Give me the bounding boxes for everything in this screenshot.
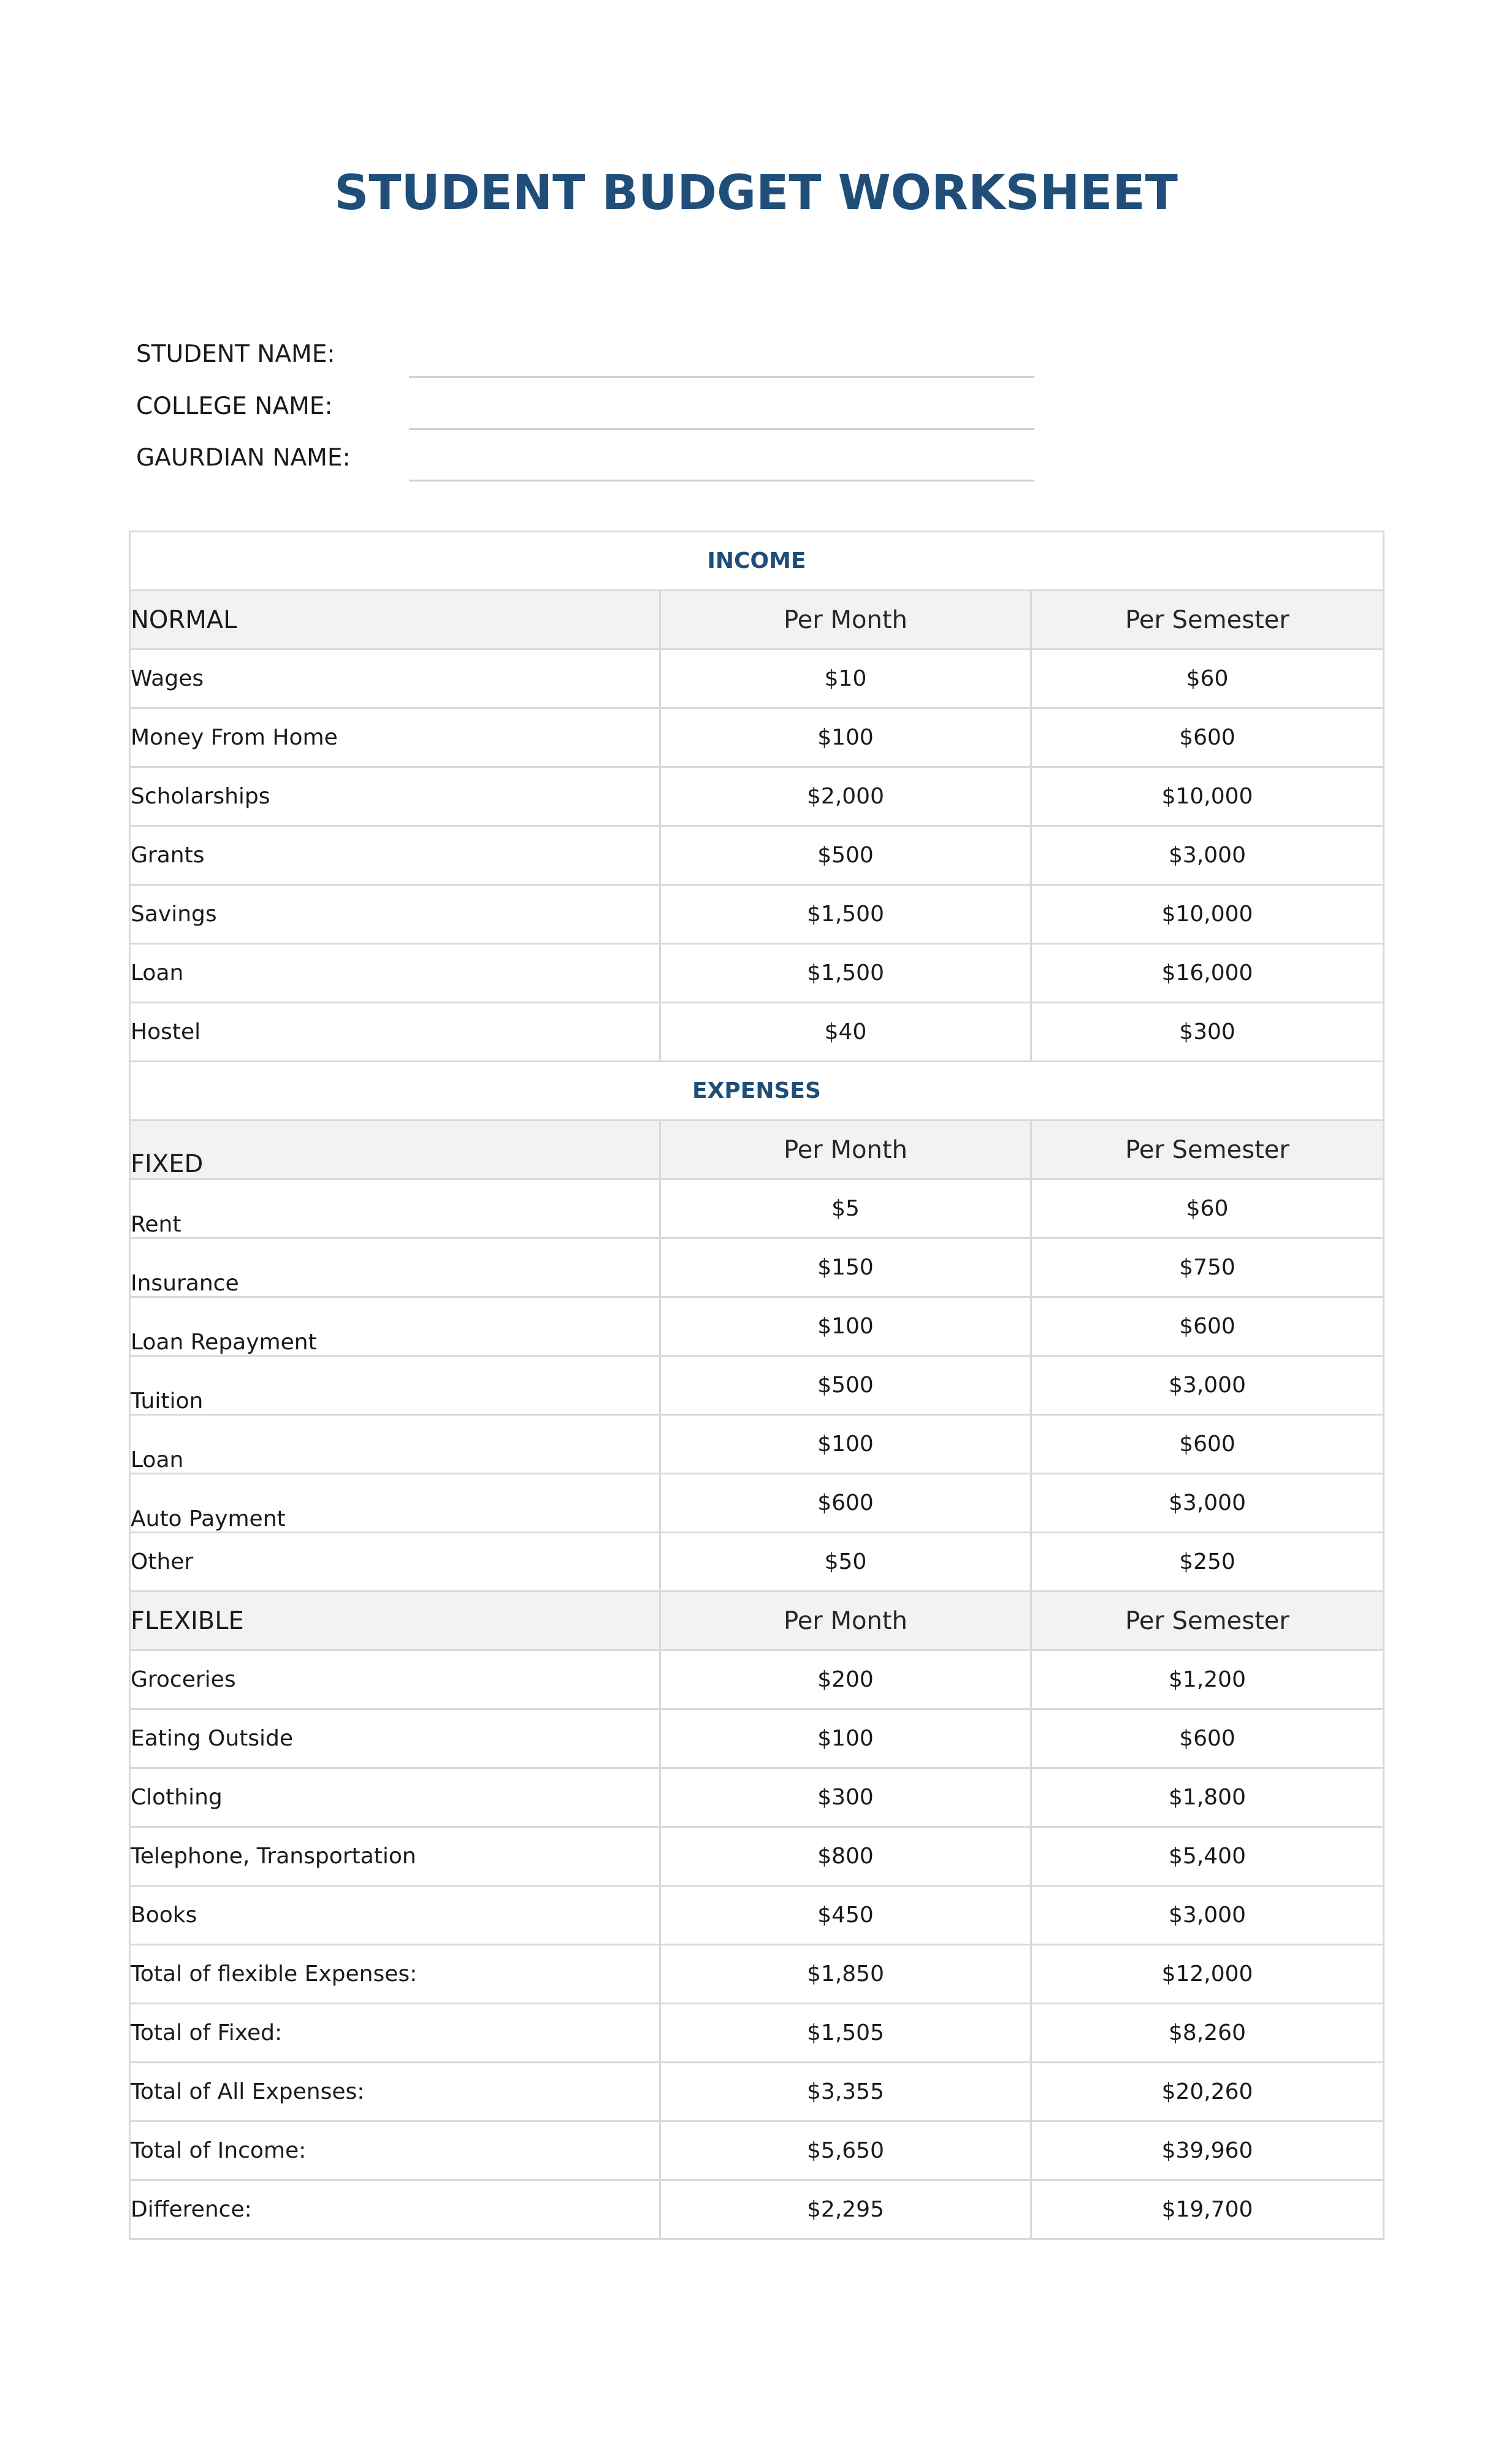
- per-month-cell[interactable]: $2,000: [660, 767, 1031, 826]
- row-label: Grants: [130, 826, 660, 885]
- per-month-cell[interactable]: $800: [660, 1827, 1031, 1886]
- per-month-cell[interactable]: $500: [660, 826, 1031, 885]
- table-row: [130, 1474, 1384, 1533]
- fixed-header-row: [130, 1121, 1384, 1179]
- student-name-label: STUDENT NAME:: [136, 340, 335, 368]
- per-semester-cell[interactable]: $1,200: [1031, 1650, 1384, 1709]
- per-month-cell[interactable]: $5: [660, 1179, 1031, 1238]
- total-per-semester: $12,000: [1031, 1945, 1384, 2004]
- page-title: STUDENT BUDGET WORKSHEET: [334, 166, 1178, 221]
- total-per-semester: $39,960: [1031, 2122, 1384, 2180]
- per-month-cell[interactable]: $10: [660, 650, 1031, 708]
- per-semester-cell[interactable]: $600: [1031, 1709, 1384, 1768]
- table-row: [130, 1003, 1384, 1062]
- income-section-row: [130, 532, 1384, 591]
- table-row: [130, 1297, 1384, 1356]
- per-month-cell[interactable]: $40: [660, 1003, 1031, 1062]
- total-per-month: $1,505: [660, 2004, 1031, 2063]
- per-month-cell[interactable]: $450: [660, 1886, 1031, 1945]
- row-label: Auto Payment: [130, 1474, 660, 1533]
- per-semester-cell[interactable]: $3,000: [1031, 826, 1384, 885]
- row-label: Savings: [130, 885, 660, 944]
- income-header-label: NORMAL: [130, 591, 660, 650]
- table-row: [130, 650, 1384, 708]
- per-semester-cell[interactable]: $3,000: [1031, 1356, 1384, 1415]
- per-month-cell[interactable]: $200: [660, 1650, 1031, 1709]
- per-month-cell[interactable]: $100: [660, 1297, 1031, 1356]
- per-semester-cell[interactable]: $1,800: [1031, 1768, 1384, 1827]
- row-label: Groceries: [130, 1650, 660, 1709]
- per-semester-cell[interactable]: $250: [1031, 1533, 1384, 1592]
- total-row: [130, 2180, 1384, 2239]
- per-month-cell[interactable]: $300: [660, 1768, 1031, 1827]
- guardian-name-label: GAURDIAN NAME:: [136, 444, 351, 472]
- row-label: Eating Outside: [130, 1709, 660, 1768]
- total-per-semester: $19,700: [1031, 2180, 1384, 2239]
- income-header-per-semester: Per Semester: [1031, 591, 1384, 650]
- table-row: [130, 1238, 1384, 1297]
- row-label: Rent: [130, 1179, 660, 1238]
- per-semester-cell[interactable]: $10,000: [1031, 767, 1384, 826]
- total-label: Difference:: [130, 2180, 660, 2239]
- total-label: Total of Fixed:: [130, 2004, 660, 2063]
- table-row: [130, 1533, 1384, 1592]
- per-month-cell[interactable]: $100: [660, 1709, 1031, 1768]
- row-label: Loan: [130, 944, 660, 1003]
- guardian-name-field[interactable]: [409, 480, 1034, 481]
- budget-table-body: [130, 532, 1384, 2239]
- table-row: [130, 1650, 1384, 1709]
- total-per-month: $5,650: [660, 2122, 1031, 2180]
- expenses-section-row: [130, 1062, 1384, 1121]
- table-row: [130, 708, 1384, 767]
- per-semester-cell[interactable]: $600: [1031, 1297, 1384, 1356]
- fixed-header-per-month: Per Month: [660, 1121, 1031, 1179]
- per-semester-cell[interactable]: $3,000: [1031, 1886, 1384, 1945]
- budget-table: [129, 531, 1384, 2240]
- per-month-cell[interactable]: $100: [660, 1415, 1031, 1474]
- table-row: [130, 1415, 1384, 1474]
- per-semester-cell[interactable]: $750: [1031, 1238, 1384, 1297]
- table-row: [130, 944, 1384, 1003]
- per-semester-cell[interactable]: $600: [1031, 1415, 1384, 1474]
- per-month-cell[interactable]: $150: [660, 1238, 1031, 1297]
- total-row: [130, 2122, 1384, 2180]
- table-row: [130, 1709, 1384, 1768]
- per-month-cell[interactable]: $1,500: [660, 885, 1031, 944]
- income-header-row: [130, 591, 1384, 650]
- row-label: Books: [130, 1886, 660, 1945]
- expenses-section-title: EXPENSES: [130, 1062, 1384, 1121]
- total-per-semester: $8,260: [1031, 2004, 1384, 2063]
- student-name-field[interactable]: [409, 376, 1034, 378]
- total-row: [130, 2004, 1384, 2063]
- table-row: [130, 1827, 1384, 1886]
- per-semester-cell[interactable]: $3,000: [1031, 1474, 1384, 1533]
- row-label: Hostel: [130, 1003, 660, 1062]
- total-label: Total of All Expenses:: [130, 2063, 660, 2122]
- table-row: [130, 1356, 1384, 1415]
- college-name-field[interactable]: [409, 428, 1034, 430]
- per-month-cell[interactable]: $600: [660, 1474, 1031, 1533]
- flexible-header-per-month: Per Month: [660, 1592, 1031, 1650]
- total-label: Total of flexible Expenses:: [130, 1945, 660, 2004]
- per-semester-cell[interactable]: $60: [1031, 650, 1384, 708]
- per-month-cell[interactable]: $50: [660, 1533, 1031, 1592]
- row-label: Loan: [130, 1415, 660, 1474]
- row-label: Wages: [130, 650, 660, 708]
- per-semester-cell[interactable]: $600: [1031, 708, 1384, 767]
- per-semester-cell[interactable]: $60: [1031, 1179, 1384, 1238]
- income-section-title: INCOME: [130, 532, 1384, 591]
- total-row: [130, 1945, 1384, 2004]
- table-row: [130, 1179, 1384, 1238]
- college-name-label: COLLEGE NAME:: [136, 393, 333, 420]
- row-label: Loan Repayment: [130, 1297, 660, 1356]
- table-row: [130, 885, 1384, 944]
- per-semester-cell[interactable]: $5,400: [1031, 1827, 1384, 1886]
- total-per-month: $2,295: [660, 2180, 1031, 2239]
- per-month-cell[interactable]: $100: [660, 708, 1031, 767]
- row-label: Scholarships: [130, 767, 660, 826]
- table-row: [130, 1768, 1384, 1827]
- table-row: [130, 1886, 1384, 1945]
- per-semester-cell[interactable]: $300: [1031, 1003, 1384, 1062]
- total-row: [130, 2063, 1384, 2122]
- table-row: [130, 767, 1384, 826]
- total-per-month: $3,355: [660, 2063, 1031, 2122]
- row-label: Telephone, Transportation: [130, 1827, 660, 1886]
- per-month-cell[interactable]: $500: [660, 1356, 1031, 1415]
- per-month-cell[interactable]: $1,500: [660, 944, 1031, 1003]
- per-semester-cell[interactable]: $16,000: [1031, 944, 1384, 1003]
- row-label: Other: [130, 1533, 660, 1592]
- flexible-header-row: [130, 1592, 1384, 1650]
- income-header-per-month: Per Month: [660, 591, 1031, 650]
- row-label: Insurance: [130, 1238, 660, 1297]
- total-label: Total of Income:: [130, 2122, 660, 2180]
- per-semester-cell[interactable]: $10,000: [1031, 885, 1384, 944]
- table-row: [130, 826, 1384, 885]
- fixed-header-label: FIXED: [130, 1121, 660, 1179]
- flexible-header-label: FLEXIBLE: [130, 1592, 660, 1650]
- total-per-month: $1,850: [660, 1945, 1031, 2004]
- row-label: Money From Home: [130, 708, 660, 767]
- row-label: Tuition: [130, 1356, 660, 1415]
- total-per-semester: $20,260: [1031, 2063, 1384, 2122]
- fixed-header-per-semester: Per Semester: [1031, 1121, 1384, 1179]
- flexible-header-per-semester: Per Semester: [1031, 1592, 1384, 1650]
- row-label: Clothing: [130, 1768, 660, 1827]
